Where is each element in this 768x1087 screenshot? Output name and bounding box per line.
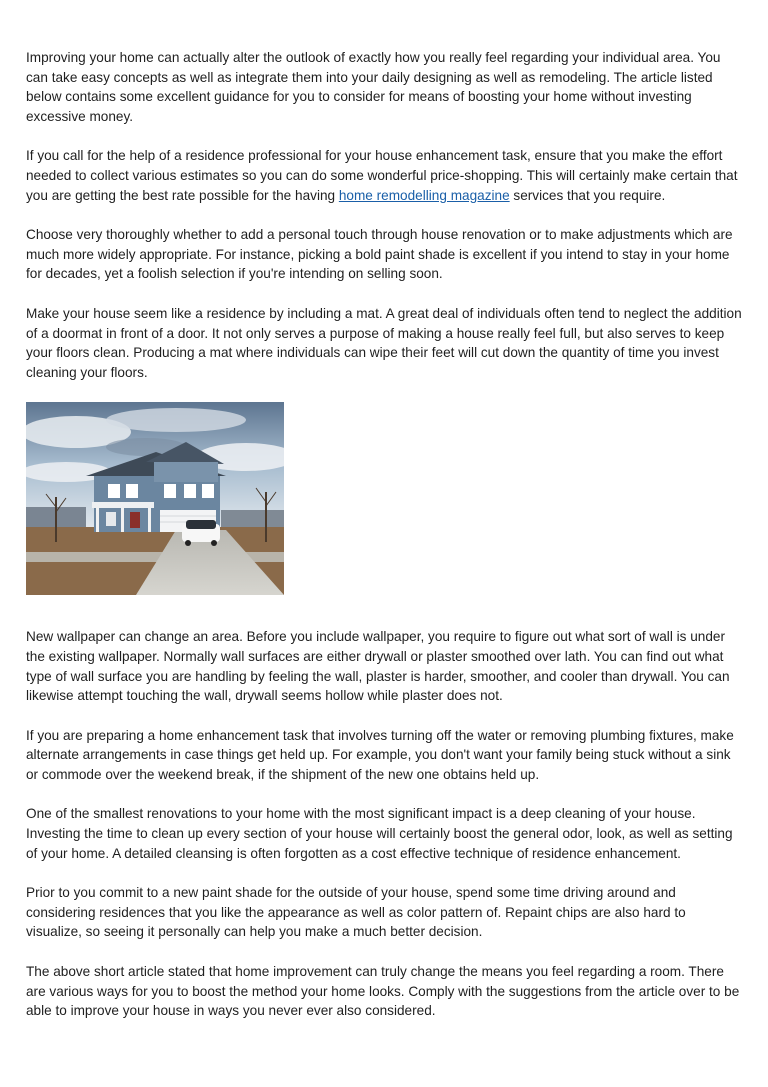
home-remodelling-magazine-link[interactable]: home remodelling magazine bbox=[338, 187, 510, 203]
window bbox=[108, 484, 120, 498]
house-photo-illustration bbox=[26, 402, 284, 595]
front-door bbox=[130, 512, 140, 528]
car-windshield bbox=[186, 520, 216, 529]
paragraph-3: Choose very thoroughly whether to add a personal touch through house renovation or to make adjustments which are much more widely appropriate. For instance, picking a bold paint shade is excellent if you intend to stay in your home for decades, yet a foolish selection if you're intending on selling soon. bbox=[26, 227, 733, 282]
porch-column bbox=[148, 508, 151, 532]
porch-roof bbox=[92, 502, 154, 508]
car-wheel bbox=[185, 540, 191, 546]
house-photo bbox=[26, 402, 284, 595]
window bbox=[106, 512, 116, 526]
article bbox=[26, 48, 742, 1041]
paragraph-8: Prior to you commit to a new paint shade for the outside of your house, spend some time driving around and considering residences that you like the appearance as well as color pattern of. Repaint chips are also hard to visualize, so seeing it personally can help you make a much better decision. bbox=[26, 885, 686, 940]
car-wheel bbox=[211, 540, 217, 546]
paragraph-2-after: services that you require. bbox=[509, 187, 666, 203]
paragraph-5: New wallpaper can change an area. Before you include wallpaper, you require to figure out what sort of wall is under the existing wallpaper. Normally wall surfaces are either drywall or plaster smoothed over lath. You can find out what type of wall surface you are handling by feeling the wall, plaster is harder, smoother, and cooler than drywall. You can likewise attempt touching the wall, drywall seems hollow while plaster does not. bbox=[26, 629, 730, 704]
window bbox=[184, 484, 196, 498]
porch-column bbox=[96, 508, 99, 532]
porch-column bbox=[121, 508, 124, 532]
paragraph-2-before: If you call for the help of a residence professional for your house enhancement task, ensure that you make the effort needed to collect various estimates so you can do some wonderful price-shopping. This will certainly make certain that you are getting the best rate possible for the having bbox=[26, 148, 738, 203]
house-gable bbox=[154, 462, 218, 482]
paragraph-1: Improving your home can actually alter the outlook of exactly how you really feel regarding your individual area. You can take easy concepts as well as integrate them into your daily designing as well as remodeling. The article listed below contains some excellent guidance for you to consider for means of boosting your home without investing excessive money. bbox=[26, 50, 721, 124]
paragraph-7: One of the smallest renovations to your home with the most significant impact is a deep cleaning of your house. Investing the time to clean up every section of your house will certainly boost the general odor, look, as well as setting of your home. A detailed cleansing is often forgotten as a cost effective technique of residence enhancement. bbox=[26, 806, 733, 861]
cloud bbox=[106, 408, 246, 432]
paragraph-9: The above short article stated that home improvement can truly change the means you feel regarding a room. There are various ways for you to boost the method your home looks. Comply with the suggestions from the article over to be able to improve your house in ways you never ever also considered. bbox=[26, 964, 740, 1019]
paragraph-6: If you are preparing a home enhancement task that involves turning off the water or removing plumbing fixtures, make alternate arrangements in case things get held up. For example, you don't want your family being stuck without a sink or commode over the weekend break, if the shipment of the new one obtains held up. bbox=[26, 727, 734, 782]
paragraph-4: Make your house seem like a residence by including a mat. A great deal of individuals often tend to neglect the addition of a doormat in front of a door. It not only serves a purpose of making a house really feel full, but also serves to keep your floors clean. Producing a mat where individuals can wipe their feet will cut down the quantity of time you invest cleaning your floors. bbox=[26, 305, 742, 380]
paragraph-2 bbox=[26, 146, 742, 205]
window bbox=[202, 484, 214, 498]
window bbox=[126, 484, 138, 498]
window bbox=[164, 484, 176, 498]
